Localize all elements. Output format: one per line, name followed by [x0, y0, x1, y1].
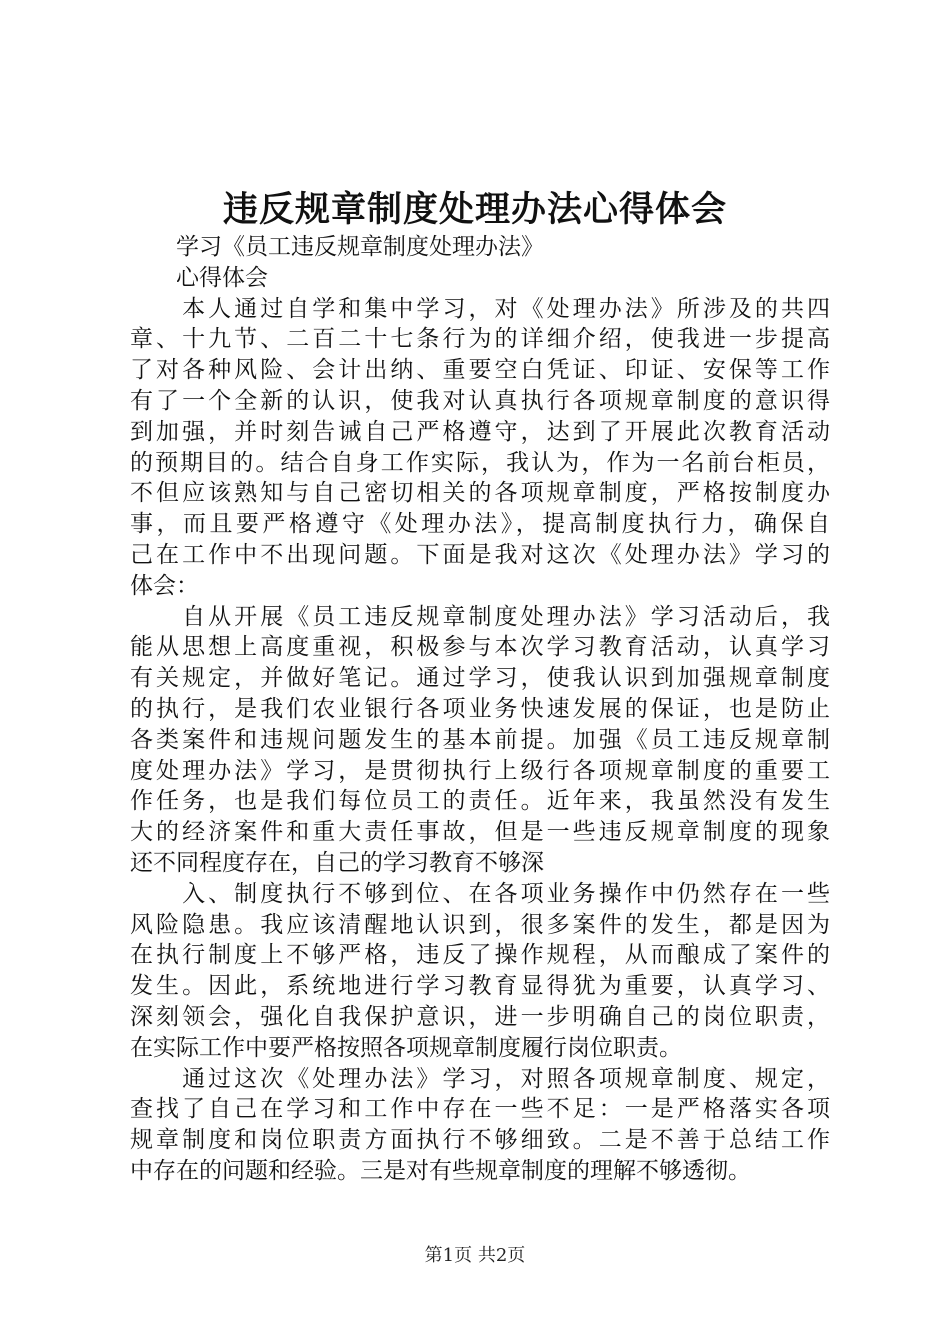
text-line: 深刻领会，强化自我保护意识，进一步明确自己的岗位职责，	[130, 1003, 830, 1030]
document-body	[130, 232, 830, 1187]
text-line: 能从思想上高度重视，积极参与本次学习教育活动，认真学习	[130, 634, 830, 661]
text-line: 发生。因此，系统地进行学习教育显得犹为重要，认真学习、	[130, 973, 830, 1000]
text-line: 大的经济案件和重大责任事故，但是一些违反规章制度的现象	[130, 819, 830, 846]
text-line: 风险隐患。我应该清醒地认识到，很多案件的发生，都是因为	[130, 911, 830, 938]
text-line: 的预期目的。结合自身工作实际，我认为，作为一名前台柜员，	[130, 449, 830, 476]
text-line: 事，而且要严格遵守《处理办法》，提高制度执行力，确保自	[130, 511, 830, 538]
text-line: 不但应该熟知与自己密切相关的各项规章制度，严格按制度办	[130, 480, 830, 507]
text-line: 到加强，并时刻告诫自己严格遵守，达到了开展此次教育活动	[130, 418, 830, 445]
text-line: 己在工作中不出现问题。下面是我对这次《处理办法》学习的	[130, 541, 830, 568]
text-line: 查找了自己在学习和工作中存在一些不足：一是严格落实各项	[130, 1096, 830, 1123]
text-line: 入、制度执行不够到位、在各项业务操作中仍然存在一些	[130, 880, 830, 907]
text-line: 的执行，是我们农业银行各项业务快速发展的保证，也是防止	[130, 695, 830, 722]
text-line: 体会：	[130, 572, 199, 599]
text-line: 中存在的问题和经验。三是对有些规章制度的理解不够透彻。	[130, 1157, 751, 1184]
text-line: 章、十九节、二百二十七条行为的详细介绍，使我进一步提高	[130, 326, 830, 353]
text-line: 在执行制度上不够严格，违反了操作规程，从而酿成了案件的	[130, 942, 830, 969]
text-line: 自从开展《员工违反规章制度处理办法》学习活动后，我	[130, 603, 830, 630]
page-footer: 第1页 共2页	[424, 1245, 526, 1266]
text-line: 有了一个全新的认识，使我对认真执行各项规章制度的意识得	[130, 387, 830, 414]
text-line: 了对各种风险、会计出纳、重要空白凭证、印证、安保等工作	[130, 357, 830, 384]
text-line: 心得体会	[130, 264, 268, 291]
text-line: 通过这次《处理办法》学习，对照各项规章制度、规定，	[130, 1065, 830, 1092]
text-line: 还不同程度存在，自己的学习教育不够深	[130, 849, 544, 876]
text-line: 度处理办法》学习，是贯彻执行上级行各项规章制度的重要工	[130, 757, 830, 784]
text-line: 规章制度和岗位职责方面执行不够细致。二是不善于总结工作	[130, 1127, 830, 1154]
text-line: 学习《员工违反规章制度处理办法》	[130, 234, 544, 260]
text-line: 作任务，也是我们每位员工的责任。近年来，我虽然没有发生	[130, 788, 830, 815]
text-line: 各类案件和违规问题发生的基本前提。加强《员工违反规章制	[130, 726, 830, 753]
text-line: 本人通过自学和集中学习，对《处理办法》所涉及的共四	[130, 295, 830, 322]
document-title: 违反规章制度处理办法心得体会	[222, 189, 727, 230]
text-line: 在实际工作中要严格按照各项规章制度履行岗位职责。	[130, 1034, 682, 1061]
text-line: 有关规定，并做好笔记。通过学习，使我认识到加强规章制度	[130, 665, 830, 692]
